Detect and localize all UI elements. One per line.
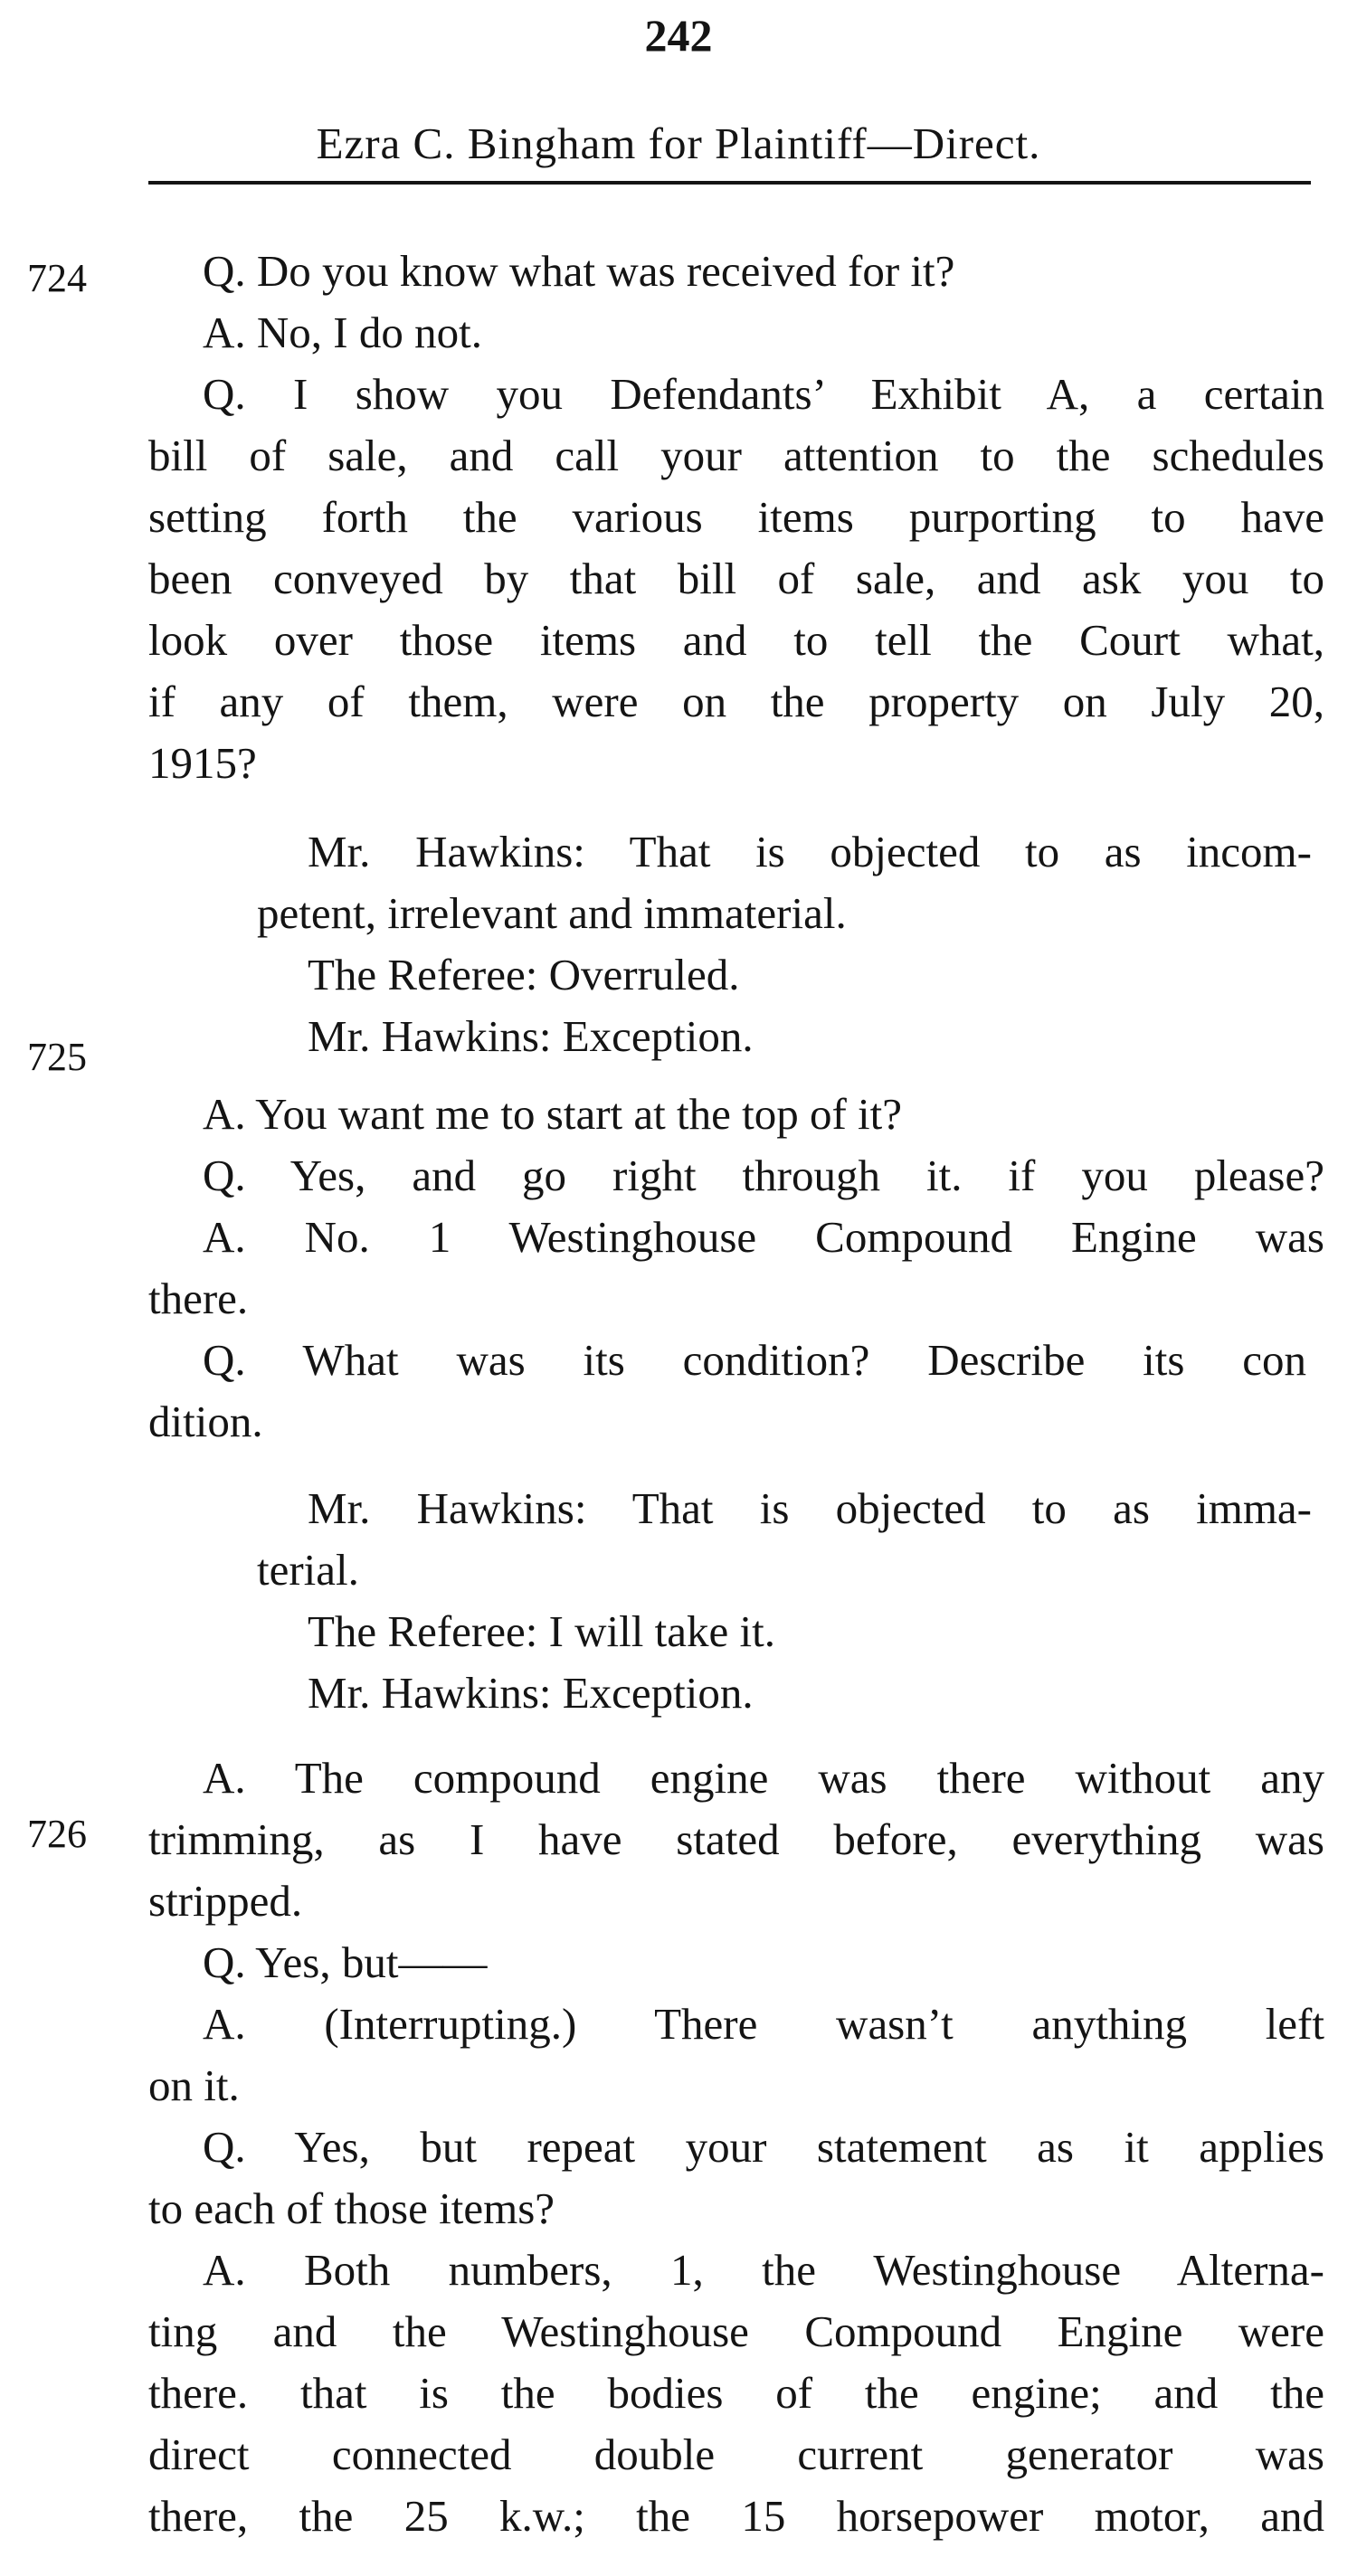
- text-line: A. No. 1 Westinghouse Compound Engine was: [203, 1212, 1324, 1262]
- text-line: setting forth the various items purporting to have: [148, 492, 1324, 542]
- running-header: Ezra C. Bingham for Plaintiff—Direct.: [316, 118, 1041, 168]
- margin-number: 726: [27, 1812, 87, 1856]
- text-line: bill of sale, and call your attention to the schedules: [148, 431, 1324, 480]
- text-line: Q. Yes, but——: [203, 1937, 488, 1987]
- text-line: dition.: [148, 1397, 263, 1446]
- text-line: there. that is the bodies of the engine; and the: [148, 2368, 1324, 2418]
- objection-line: Mr. Hawkins: That is objected to as imma-: [308, 1483, 1312, 1533]
- text-line: Q. Do you know what was received for it?: [203, 246, 955, 296]
- text-line: Q. What was its condition? Describe its con: [203, 1335, 1306, 1385]
- text-line: there, the 25 k.w.; the 15 horsepower motor, and: [148, 2491, 1324, 2541]
- text-line: A. Both numbers, 1, the Westinghouse Alterna-: [203, 2245, 1324, 2295]
- text-line: A. No, I do not.: [203, 308, 482, 357]
- text-line: Q. I show you Defendants’ Exhibit A, a certain: [203, 369, 1324, 419]
- text-line: look over those items and to tell the Court what,: [148, 615, 1324, 665]
- text-line: ting and the Westinghouse Compound Engine were: [148, 2306, 1324, 2356]
- objection-line: petent, irrelevant and immaterial.: [257, 888, 847, 938]
- margin-number: 725: [27, 1035, 87, 1079]
- exception-line: Mr. Hawkins: Exception.: [308, 1011, 754, 1061]
- objection-line: Mr. Hawkins: That is objected to as incom-: [308, 827, 1312, 876]
- ruling-line: The Referee: Overruled.: [308, 950, 740, 999]
- objection-line: terial.: [257, 1545, 359, 1595]
- margin-number: 724: [27, 256, 87, 300]
- text-line: trimming, as I have stated before, everything was: [148, 1814, 1324, 1864]
- text-line: on it.: [148, 2060, 240, 2110]
- text-line: direct connected double current generator was: [148, 2429, 1324, 2479]
- text-line: to each of those items?: [148, 2183, 555, 2233]
- header-rule: [148, 181, 1311, 185]
- text-line: A. The compound engine was there without any: [203, 1753, 1324, 1803]
- text-line: Q. Yes, and go right through it. if you please?: [203, 1151, 1324, 1200]
- text-line: stripped.: [148, 1876, 303, 1926]
- text-line: A. You want me to start at the top of it?: [203, 1089, 903, 1139]
- text-line: A. (Interrupting.) There wasn’t anything left: [203, 1999, 1324, 2049]
- text-line: if any of them, were on the property on July 20,: [148, 677, 1324, 726]
- page-number: 242: [644, 10, 713, 61]
- text-line: been conveyed by that bill of sale, and ask you to: [148, 554, 1324, 603]
- exception-line: Mr. Hawkins: Exception.: [308, 1668, 754, 1718]
- text-line: there.: [148, 1274, 249, 1323]
- text-line: Q. Yes, but repeat your statement as it applies: [203, 2122, 1324, 2172]
- ruling-line: The Referee: I will take it.: [308, 1606, 775, 1656]
- text-line: 1915?: [148, 738, 257, 788]
